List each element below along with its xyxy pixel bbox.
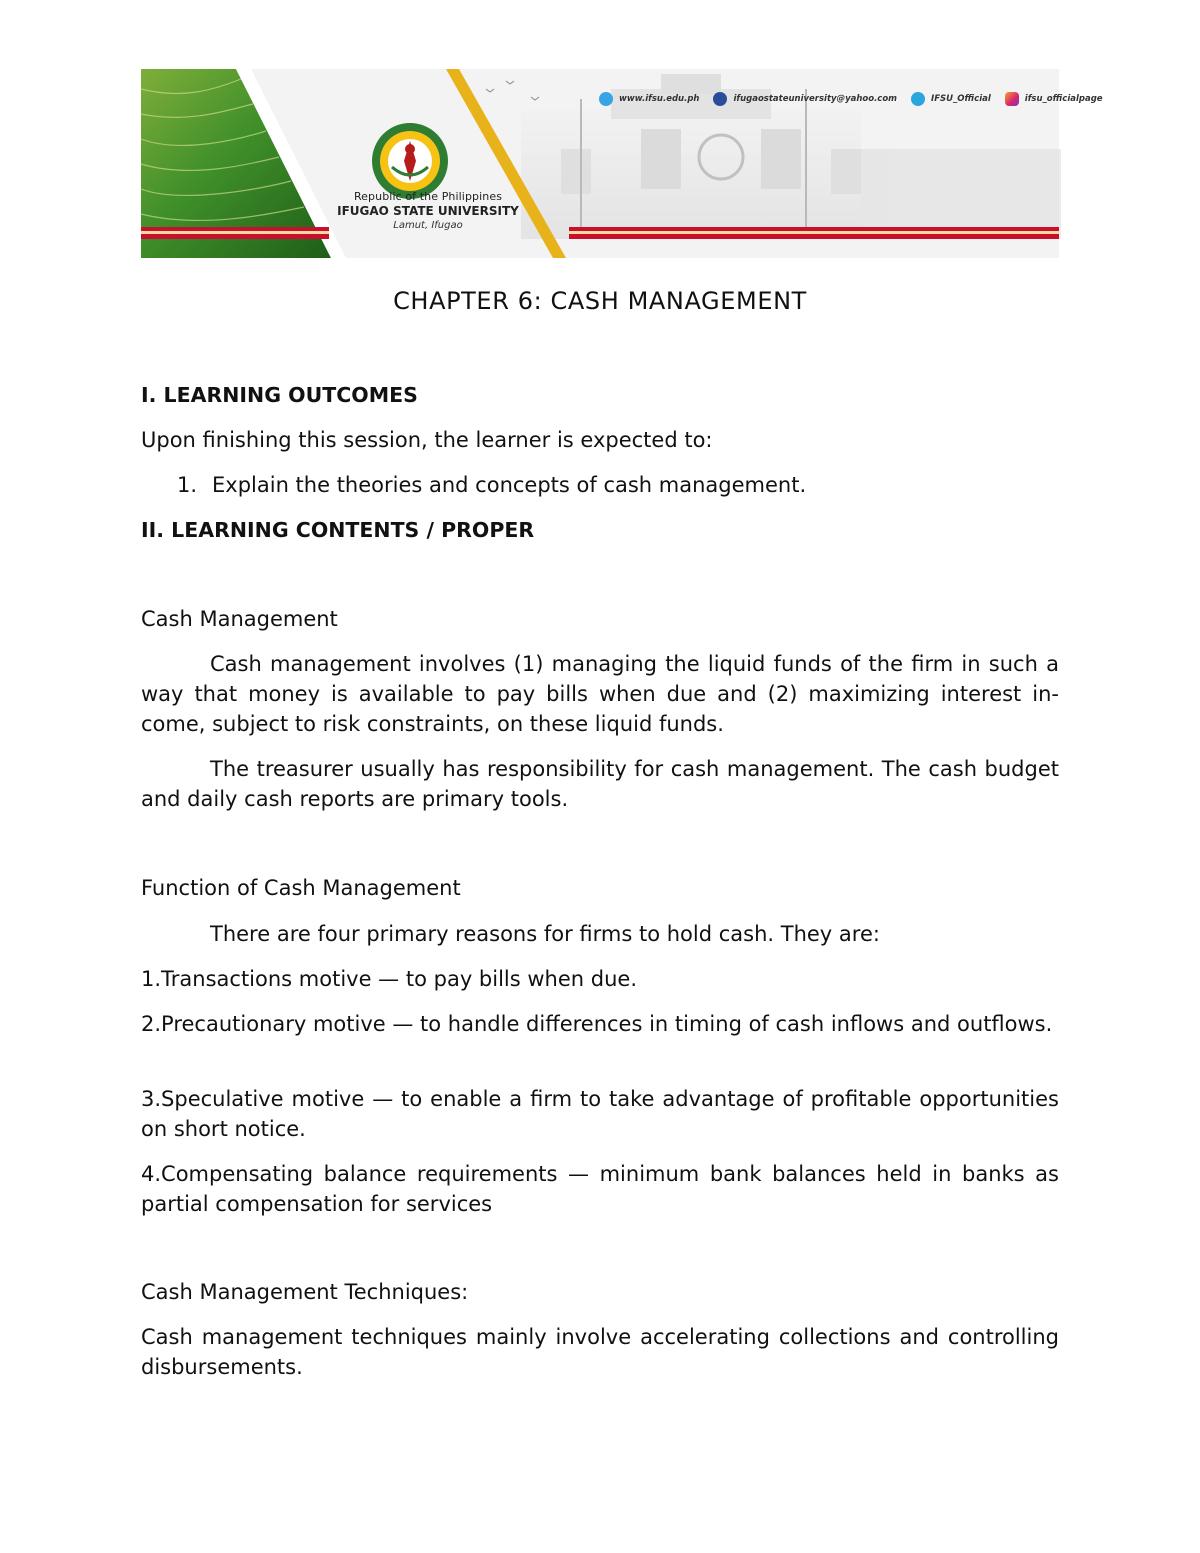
function-item-1: 1.Transactions motive — to pay bills when due.: [141, 967, 637, 991]
learning-contents-heading: II. LEARNING CONTENTS / PROPER: [141, 518, 535, 542]
outcomes-intro: Upon finishing this session, the learner is expected to:: [141, 428, 713, 452]
contact-instagram: ifsu_officialpage: [1024, 94, 1103, 104]
function-item-4: 4.Compensating balance requirements — minimum bank balances held in banks as partial compensation for services: [141, 1162, 1059, 1216]
republic-label: Republic of the Philippines: [353, 190, 503, 203]
learning-outcomes-heading: I. LEARNING OUTCOMES: [141, 383, 418, 407]
function-item-2: 2.Precautionary motive — to handle differences in timing of cash inflows and outflows.: [141, 1012, 1053, 1036]
cash-management-paragraph-1: Cash management involves (1) managing the liquid funds of the firm in such a way that money is available to pay bills when due and (2) maximizing interest in- come, subject to risk constraints, on these liquid funds.: [141, 652, 1059, 736]
contact-twitter: IFSU_Official: [931, 94, 991, 104]
outcome-item-1: Explain the theories and concepts of cash management.: [212, 473, 807, 497]
globe-icon: [599, 92, 613, 106]
function-intro: There are four primary reasons for firms to hold cash. They are:: [210, 922, 880, 946]
instagram-icon: [1005, 92, 1019, 106]
contact-email: ifugaostateuniversity@yahoo.com: [733, 94, 898, 104]
function-item-3: 3.Speculative motive — to enable a firm to take advantage of profitable opportunities on short notice.: [141, 1087, 1059, 1141]
university-name-block: [333, 190, 523, 231]
cash-management-heading: Cash Management: [141, 607, 338, 631]
techniques-heading: Cash Management Techniques:: [141, 1280, 469, 1304]
techniques-paragraph: Cash management techniques mainly involve accelerating collections and controlling disbursements.: [141, 1325, 1059, 1379]
outcome-item-number: 1.: [177, 473, 198, 497]
contact-website: www.ifsu.edu.ph: [619, 94, 700, 104]
chapter-title: CHAPTER 6: CASH MANAGEMENT: [393, 287, 807, 315]
university-seal-logo: [370, 121, 450, 201]
university-name: IFUGAO STATE UNIVERSITY: [337, 204, 519, 218]
function-heading: Function of Cash Management: [141, 876, 461, 900]
contact-strip: [599, 89, 1111, 109]
twitter-icon: [911, 92, 925, 106]
facebook-icon: [713, 92, 727, 106]
university-location: Lamut, Ifugao: [393, 220, 463, 231]
university-banner: [141, 69, 1103, 258]
cash-management-paragraph-2: The treasurer usually has responsibility for cash management. The cash budget and daily cash reports are primary tools.: [141, 757, 1059, 811]
